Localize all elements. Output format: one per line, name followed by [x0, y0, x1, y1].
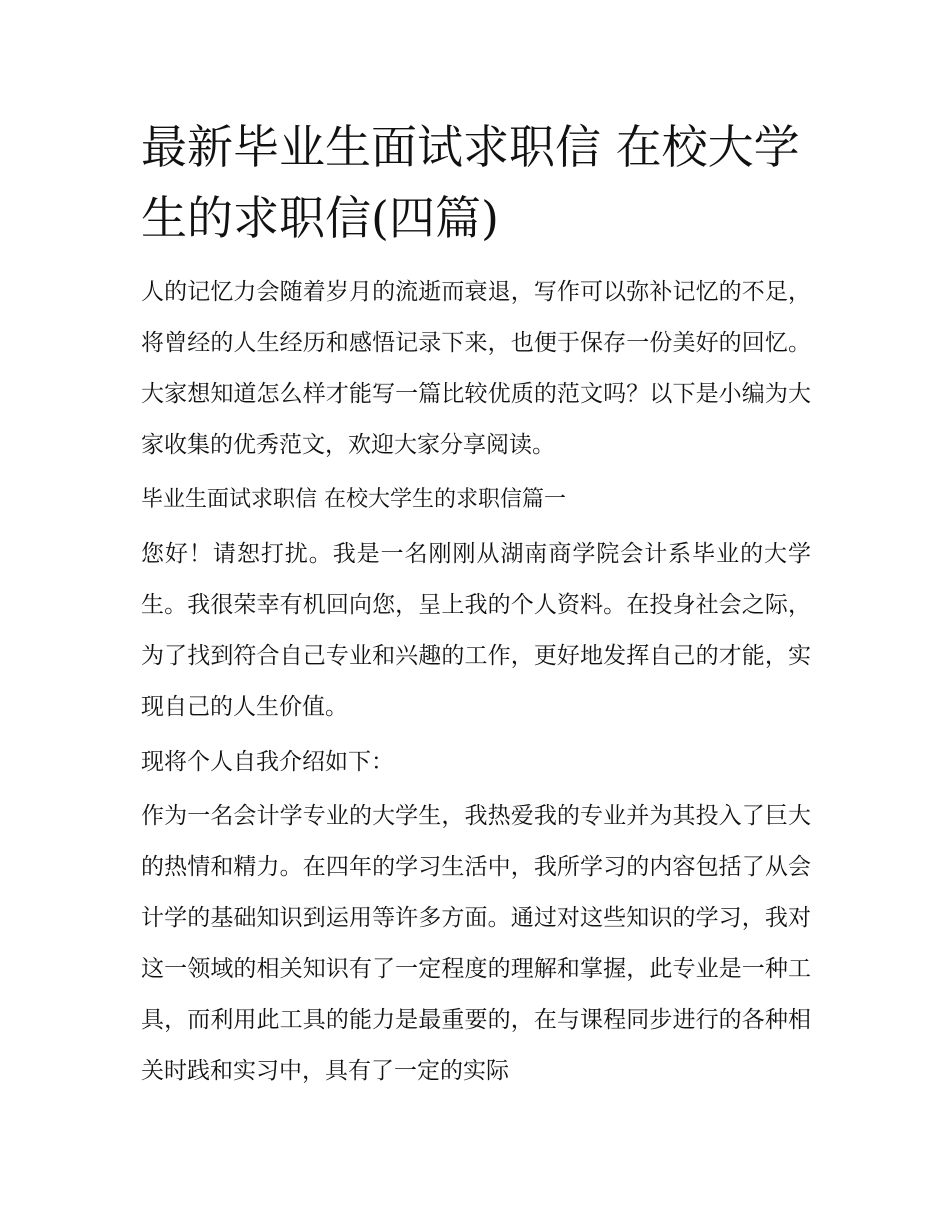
- intro-paragraph: 人的记忆力会随着岁月的流逝而衰退，写作可以弥补记忆的不足，将曾经的人生经历和感悟记录下来，也便于保存一份美好的回忆。大家想知道怎么样才能写一篇比较优质的范文吗？以下是小编为大家收集的优秀范文，欢迎大家分享阅读。: [141, 279, 811, 458]
- intro-line: 现将个人自我介绍如下：: [141, 749, 394, 775]
- document-content: [141, 112, 811, 1106]
- document-body: [141, 267, 811, 1097]
- body-paragraph: 作为一名会计学专业的大学生，我热爱我的专业并为其投入了巨大的热情和精力。在四年的学习生活中，我所学习的内容包括了从会计学的基础知识到运用等许多方面。通过对这些知识的学习，我对这一领域的相关知识有了一定程度的理解和掌握，此专业是一种工具，而利用此工具的能力是最重要的，在与课程同步进行的各种相关时践和实习中，具有了一定的实际: [141, 803, 811, 1084]
- section-heading: 毕业生面试求职信 在校大学生的求职信篇一: [141, 487, 566, 512]
- greeting-paragraph: 您好！请恕打扰。我是一名刚刚从湖南商学院会计系毕业的大学生。我很荣幸有机回向您，呈上我的个人资料。在投身社会之际，为了找到符合自己专业和兴趣的工作，更好地发挥自己的才能，实现自己的人生价值。: [141, 541, 811, 720]
- document-title: 最新毕业生面试求职信 在校大学生的求职信(四篇): [141, 120, 800, 245]
